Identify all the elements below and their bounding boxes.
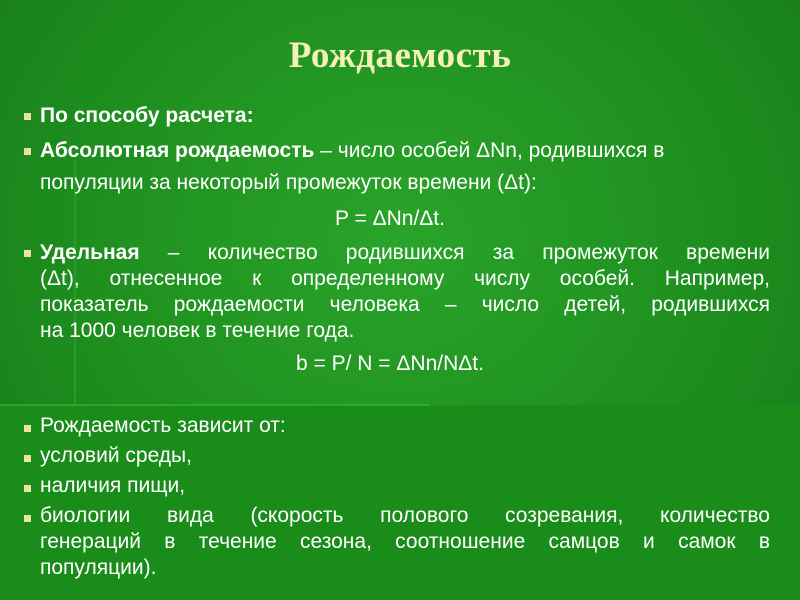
factor-biology-line-2: генераций в течение сезона, соотношение самцов и самок в [40, 530, 770, 553]
factor-food: наличия пищи, [40, 474, 186, 497]
bullet-marker [24, 485, 31, 492]
factor-biology-line-1: биологии вида (скорость полового созревания, количество [40, 504, 770, 527]
specific-formula: b = P/ N = ΔNn/NΔt. [296, 352, 484, 375]
bullet-marker [24, 148, 31, 155]
absolute-line-1-text: – число особей ΔNn, родившихся в [314, 139, 665, 162]
specific-line-1-text: – количество родившихся за промежуток времени [139, 241, 770, 264]
specific-term: Удельная [40, 241, 140, 264]
specific-line-1 [40, 239, 770, 267]
method-heading [40, 102, 254, 130]
bullet-marker [24, 515, 31, 522]
absolute-line-2: популяции за некоторый промежуток времени (Δt): [40, 171, 537, 194]
bullet-marker [24, 113, 31, 120]
absolute-formula: P = ΔNn/Δt. [335, 207, 445, 230]
slide-title: Рождаемость [288, 35, 512, 76]
specific-line-3: показатель рождаемости человека – число детей, родившихся [40, 293, 770, 316]
method-heading-text: По способу расчета: [40, 104, 254, 127]
specific-line-2: (Δt), отнесенное к определенному числу особей. Например, [40, 267, 770, 290]
factor-environment: условий среды, [40, 444, 192, 467]
decorative-horizontal-line [0, 404, 430, 406]
absolute-line-1 [40, 137, 770, 165]
depends-intro: Рождаемость зависит от: [40, 414, 286, 437]
factor-biology-line-3: популяции). [40, 556, 157, 579]
bullet-marker [24, 425, 31, 432]
bullet-marker [24, 250, 31, 257]
specific-line-4: на 1000 человек в течение года. [40, 319, 355, 342]
absolute-term: Абсолютная рождаемость [40, 139, 315, 162]
bullet-marker [24, 455, 31, 462]
